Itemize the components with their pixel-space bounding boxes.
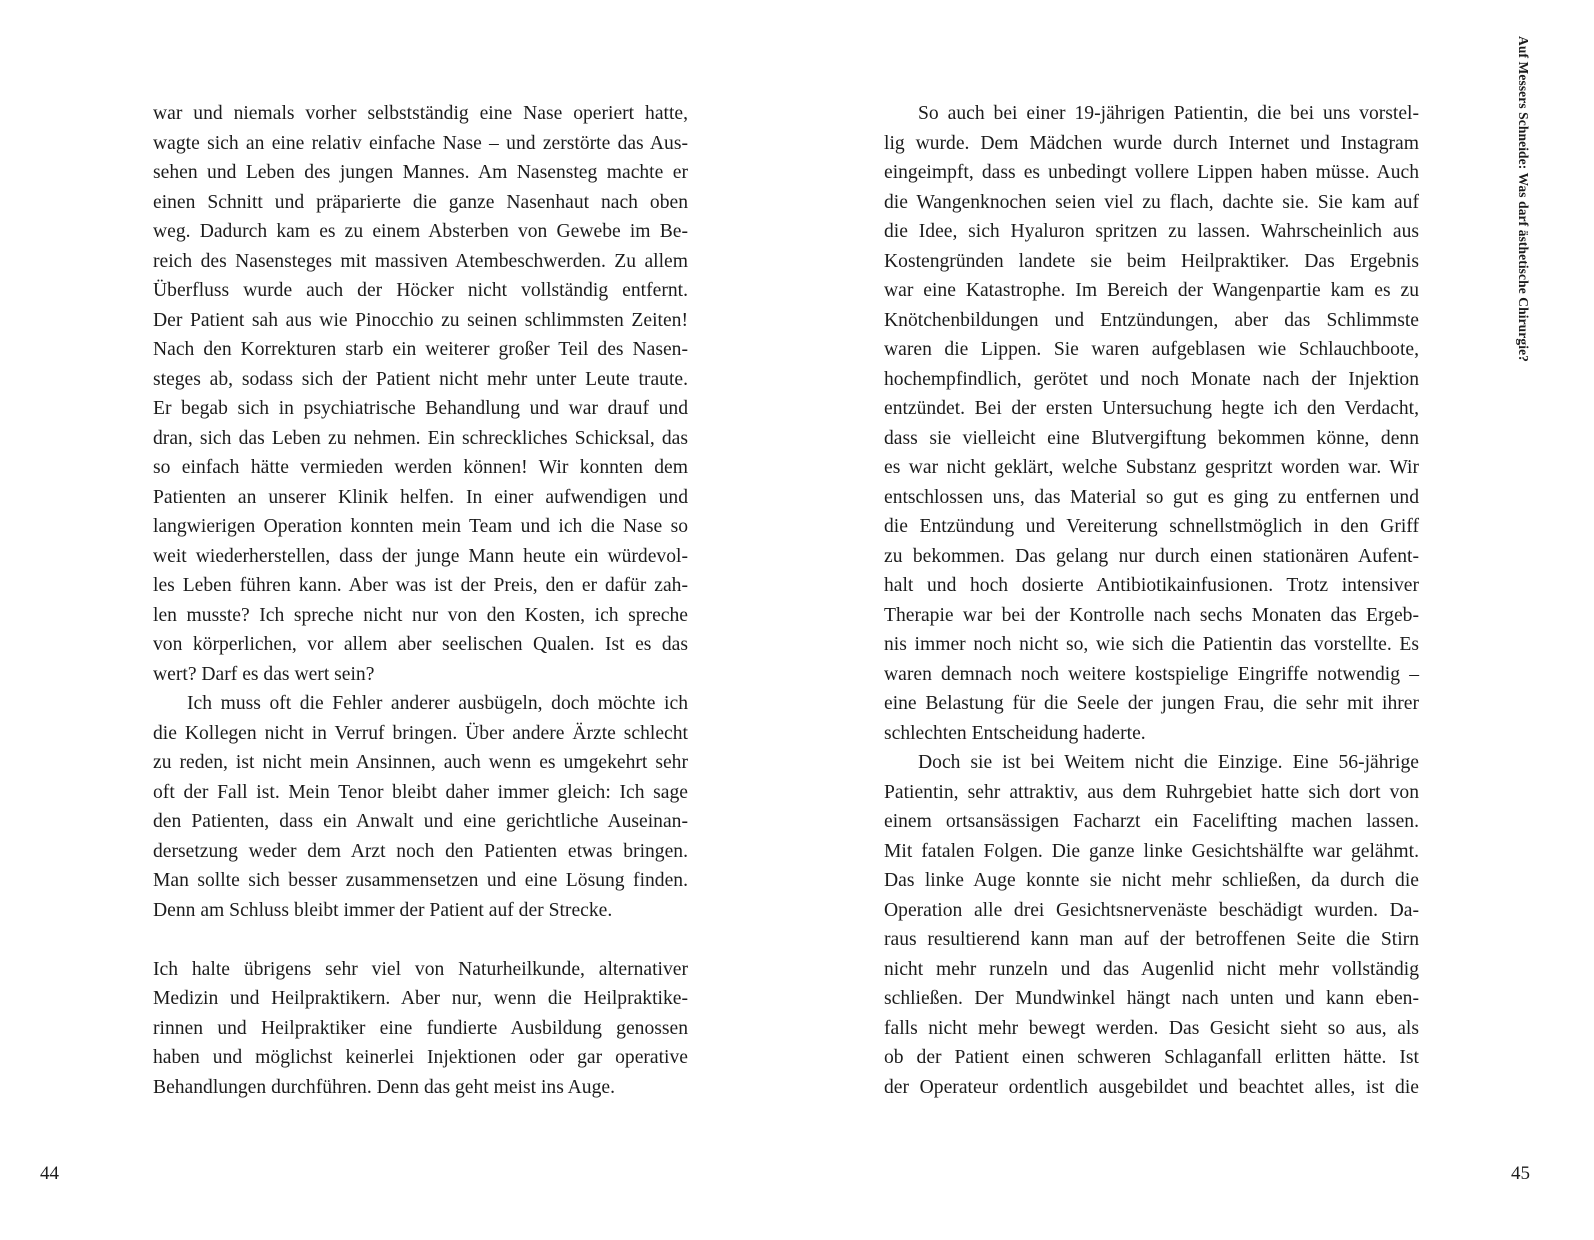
- text-line: rinnen und Heilpraktiker eine fundierte Ausbildung genossen: [153, 1017, 688, 1039]
- text-line: Operation alle drei Gesichtsnervenäste beschädigt wurden. Da-: [884, 899, 1419, 921]
- text-line: die Entzündung und Vereiterung schnellstmöglich in den Griff: [884, 516, 1419, 537]
- text-line: Überfluss wurde auch der Höcker nicht vollständig entfernt.: [153, 280, 688, 301]
- text-line: lig wurde. Dem Mädchen wurde durch Internet und Instagram: [884, 132, 1419, 154]
- text-line: schließen. Der Mundwinkel hängt nach unten und kann eben-: [884, 988, 1419, 1009]
- text-line: Das linke Auge konnte sie nicht mehr schließen, da durch die: [884, 870, 1419, 891]
- text-line: halt und hoch dosierte Antibiotikainfusionen. Trotz intensiver: [884, 575, 1419, 596]
- text-line: len musste? Ich spreche nicht nur von den Kosten, ich spreche: [153, 604, 688, 626]
- text-line: oft der Fall ist. Mein Tenor bleibt daher immer gleich: Ich sage: [153, 781, 688, 803]
- text-line: zu reden, ist nicht mein Ansinnen, auch wenn es umgekehrt sehr: [153, 752, 688, 773]
- text-line: Nach den Korrekturen starb ein weiterer großer Teil des Nasen-: [153, 339, 688, 360]
- text-line: Er begab sich in psychiatrische Behandlung und war drauf und: [153, 398, 688, 419]
- text-line: war eine Katastrophe. Im Bereich der Wangenpartie kam es zu: [884, 280, 1419, 301]
- text-line: dass sie vielleicht eine Blutvergiftung bekommen könne, denn: [884, 427, 1419, 449]
- text-line: von körperlichen, vor allem aber seelischen Qualen. Ist es das: [153, 634, 688, 655]
- page-number-right: 45: [1511, 1163, 1530, 1184]
- text-line: langwierigen Operation konnten mein Team und ich die Nase so: [153, 516, 688, 537]
- text-line: war und niemals vorher selbstständig eine Nase operiert hatte,: [153, 103, 688, 124]
- text-line: Patienten an unserer Klinik helfen. In einer aufwendigen und: [153, 486, 688, 508]
- text-line: waren die Lippen. Sie waren aufgeblasen wie Schlauchboote,: [884, 339, 1419, 360]
- text-line: waren demnach noch weitere kostspielige Eingriffe notwendig –: [884, 663, 1419, 685]
- text-line: einem ortsansässigen Facharzt ein Facelifting machen lassen.: [884, 811, 1419, 832]
- text-line: Patientin, sehr attraktiv, aus dem Ruhrgebiet hatte sich dort von: [884, 781, 1419, 803]
- text-line: Medizin und Heilpraktikern. Aber nur, wenn die Heilpraktike-: [153, 988, 688, 1009]
- text-line: nicht mehr runzeln und das Augenlid nicht mehr vollständig: [884, 958, 1419, 980]
- text-line: Ich muss oft die Fehler anderer ausbügeln, doch möchte ich: [187, 693, 688, 714]
- text-line: Knötchenbildungen und Entzündungen, aber das Schlimmste: [884, 309, 1419, 331]
- section-break: [153, 925, 688, 955]
- text-line: eingeimpft, dass es unbedingt vollere Lippen haben müsse. Auch: [884, 162, 1419, 183]
- text-line: Denn am Schluss bleibt immer der Patient auf der Strecke.: [153, 899, 613, 921]
- text-line: schlechten Entscheidung haderte.: [884, 722, 1146, 744]
- text-line: wert? Darf es das wert sein?: [153, 663, 375, 685]
- running-head: Auf Messers Schneide: Was darf ästhetische Chirurgie?: [1516, 36, 1531, 363]
- text-line: Kostengründen landete sie beim Heilpraktiker. Das Ergebnis: [884, 250, 1419, 272]
- text-line: die Idee, sich Hyaluron spritzen zu lassen. Wahrscheinlich aus: [884, 221, 1419, 242]
- text-line: les Leben führen kann. Aber was ist der Preis, den er dafür zah-: [153, 575, 688, 596]
- text-line: weg. Dadurch kam es zu einem Absterben von Gewebe im Be-: [153, 221, 688, 242]
- text-line: Behandlungen durchführen. Denn das geht meist ins Auge.: [153, 1076, 615, 1098]
- text-line: einen Schnitt und präparierte die ganze Nasenhaut nach oben: [153, 191, 688, 213]
- text-line: entzündet. Bei der ersten Untersuchung hegte ich den Verdacht,: [884, 398, 1419, 419]
- text-line: Mit fatalen Folgen. Die ganze linke Gesichtshälfte war gelähmt.: [884, 840, 1419, 862]
- text-line: So auch bei einer 19-jährigen Patientin, die bei uns vorstel-: [918, 103, 1419, 124]
- text-line: ob der Patient einen schweren Schlaganfall erlitten hätte. Ist: [884, 1047, 1419, 1068]
- text-line: die Wangenknochen seien viel zu flach, dachte sie. Sie kam auf: [884, 191, 1419, 213]
- right-page-body: [884, 99, 1419, 1102]
- text-line: dersetzung weder dem Arzt noch den Patienten etwas bringen.: [153, 840, 688, 862]
- text-line: steges ab, sodass sich der Patient nicht mehr unter Leute traute.: [153, 368, 688, 390]
- text-line: eine Belastung für die Seele der jungen Frau, die sehr mit ihrer: [884, 693, 1419, 714]
- text-line: falls nicht mehr bewegt werden. Das Gesicht sieht so aus, als: [884, 1017, 1419, 1039]
- text-line: die Kollegen nicht in Verruf bringen. Über andere Ärzte schlecht: [153, 722, 688, 744]
- text-line: nis immer noch nicht so, wie sich die Patientin das vorstellte. Es: [884, 634, 1419, 655]
- text-line: Man sollte sich besser zusammensetzen und eine Lösung finden.: [153, 870, 688, 891]
- text-line: Therapie war bei der Kontrolle nach sechs Monaten das Ergeb-: [884, 604, 1419, 626]
- text-line: haben und möglichst keinerlei Injektionen oder gar operative: [153, 1047, 688, 1068]
- left-page-body: [153, 99, 688, 1102]
- text-line: hochempfindlich, gerötet und noch Monate nach der Injektion: [884, 368, 1419, 390]
- text-line: Der Patient sah aus wie Pinocchio zu seinen schlimmsten Zeiten!: [153, 309, 688, 331]
- text-line: entschlossen uns, das Material so gut es ging zu entfernen und: [884, 486, 1419, 508]
- text-line: dran, sich das Leben zu nehmen. Ein schreckliches Schicksal, das: [153, 427, 688, 449]
- right-page: [797, 0, 1594, 1240]
- text-line: der Operateur ordentlich ausgebildet und beachtet alles, ist die: [884, 1076, 1419, 1098]
- page-number-left: 44: [40, 1163, 59, 1184]
- text-line: den Patienten, dass ein Anwalt und eine gerichtliche Auseinan-: [153, 811, 688, 832]
- text-line: Doch sie ist bei Weitem nicht die Einzige. Eine 56-jährige: [918, 752, 1419, 773]
- text-line: wagte sich an eine relativ einfache Nase – und zerstörte das Aus-: [153, 132, 688, 154]
- text-line: es war nicht geklärt, welche Substanz gespritzt worden war. Wir: [884, 457, 1419, 478]
- text-line: sehen und Leben des jungen Mannes. Am Nasensteg machte er: [153, 162, 688, 183]
- text-line: zu bekommen. Das gelang nur durch einen stationären Aufent-: [884, 545, 1419, 567]
- text-line: so einfach hätte vermieden werden können! Wir konnten dem: [153, 457, 688, 478]
- text-line: reich des Nasensteges mit massiven Atembeschwerden. Zu allem: [153, 250, 688, 272]
- text-line: Ich halte übrigens sehr viel von Naturheilkunde, alternativer: [153, 958, 688, 980]
- text-line: raus resultierend kann man auf der betroffenen Seite die Stirn: [884, 929, 1419, 950]
- text-line: weit wiederherstellen, dass der junge Mann heute ein würdevol-: [153, 545, 688, 567]
